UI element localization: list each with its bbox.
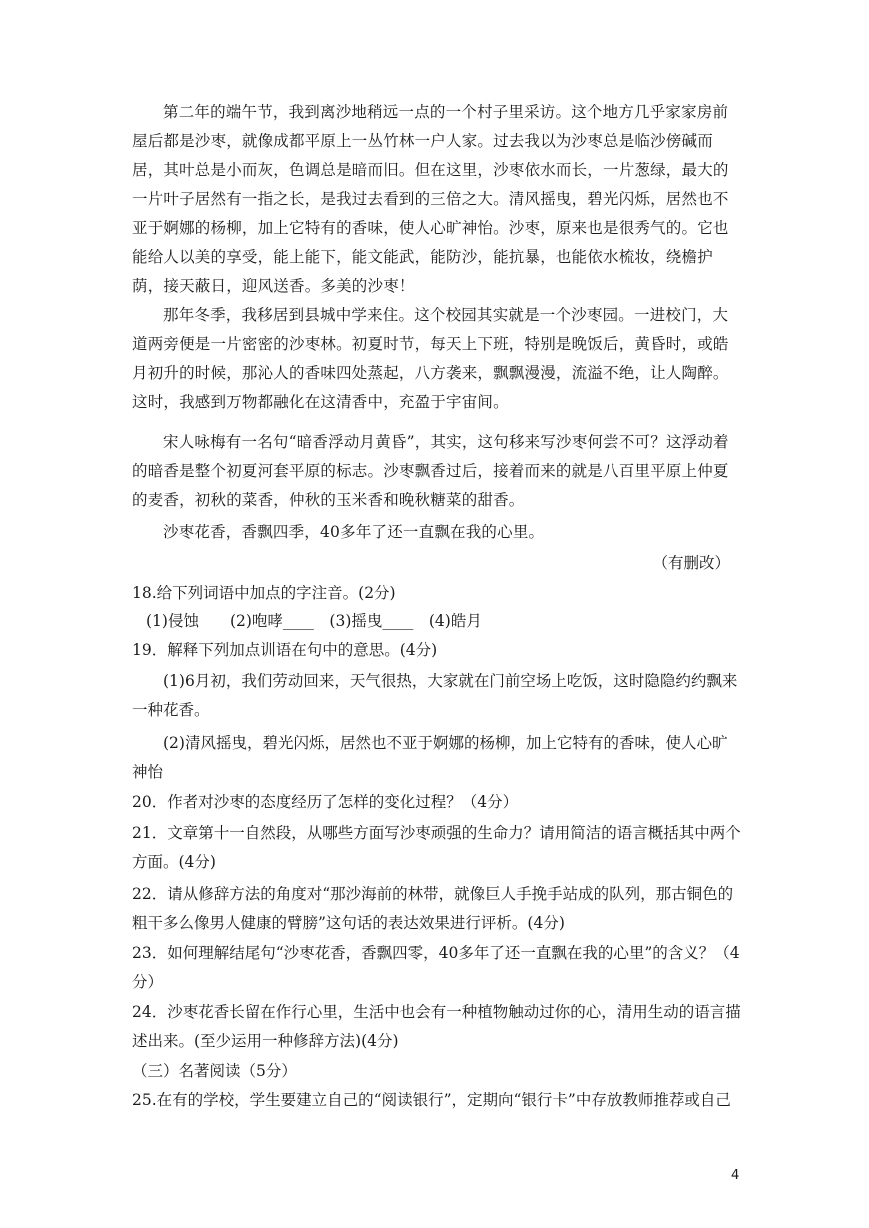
question-18: 18.给下列词语中加点的字注音。(2分) (132, 584, 396, 602)
question-18-items: (1)侵蚀 (2)咆哮____ (3)摇曳____ (4)皓月 (146, 612, 482, 630)
question-19-item-2: (2)清风摇曳，碧光闪烁，居然也不亚于婀娜的杨柳，加上它特有的香味，使人心旷神怡 (132, 734, 728, 781)
passage-paragraph-1: 第二年的端午节，我到离沙地稍远一点的一个村子里采访。这个地方几乎家家房前屋后都是沙枣，就像成都平原上一丛竹林一户人家。过去我以为沙枣总是临沙傍碱而居，其叶总是小而灰，色调总是暗而旧。但在这里，沙枣依水而长，一片葱绿，最大的一片叶子居然有一指之长，是我过去看到的三倍之大。清风摇曳，碧光闪烁，居然也不亚于婀娜的杨柳，加上它特有的香味，使人心旷神怡。沙枣，原来也是很秀气的。它也能给人以美的享受，能上能下，能文能武，能防沙，能抗暴，也能依水梳妆，绕檐护荫，接天蔽日，迎风送香。多美的沙枣！ (132, 103, 729, 295)
passage-paragraph-3: 宋人咏梅有一名句“暗香浮动月黄昏”，其实，这句移来写沙枣何尝不可？这浮动着的暗香是整个初夏河套平原的标志。沙枣飘香过后，接着而来的就是八百里平原上仲夏的麦香，初秋的菜香，仲秋的玉米香和晚秋糖菜的甜香。 (132, 433, 729, 509)
question-25: 25.在有的学校，学生要建立自己的“阅读银行”，定期向“银行卡”中存放教师推荐或自己 (132, 1091, 731, 1109)
passage-paragraph-2: 那年冬季，我移居到县城中学来住。这个校园其实就是一个沙枣园。一进校门，大道两旁便是一片密密的沙枣林。初夏时节，每天上下班，特别是晚饭后，黄昏时，或皓月初升的时候，那沁人的香味四处蒸起，八方袭来，飘飘漫漫，流溢不绝，让人陶醉。这时，我感到万物都融化在这清香中，充盈于宇宙间。 (132, 306, 729, 411)
page-number: 4 (731, 1168, 740, 1183)
section-3-heading: （三）名著阅读（5分） (132, 1062, 297, 1080)
question-22: 22．请从修辞方法的角度对“那沙海前的林带，就像巨人手挽手站成的队列，那古铜色的粗干多么像男人健康的臂膀”这句话的表达效果进行评析。(4分) (132, 885, 734, 932)
source-note: （有删改） (652, 554, 730, 572)
passage-paragraph-4: 沙枣花香，香飘四季，40多年了还一直飘在我的心里。 (163, 523, 545, 541)
question-19-item-1: (1)6月初，我们劳动回来，天气很热，大家就在门前空场上吃饭，这时隐隐约约飘来一种花香。 (132, 672, 738, 719)
question-23: 23．如何理解结尾句“沙枣花香，香飘四零，40多年了还一直飘在我的心里”的含义？（4分） (132, 944, 740, 991)
question-19: 19．解释下列加点训语在句中的意思。(4分) (132, 641, 438, 659)
question-20: 20．作者对沙枣的态度经历了怎样的变化过程？（4分） (132, 793, 519, 811)
question-24: 24．沙枣花香长留在作行心里，生活中也会有一种植物触动过你的心，清用生动的语言描述出来。(至少运用一种修辞方法)(4分) (132, 1003, 741, 1050)
question-21: 21．文章第十一自然段，从哪些方面写沙枣顽强的生命力？请用简洁的语言概括其中两个方面。(4分) (132, 824, 741, 871)
